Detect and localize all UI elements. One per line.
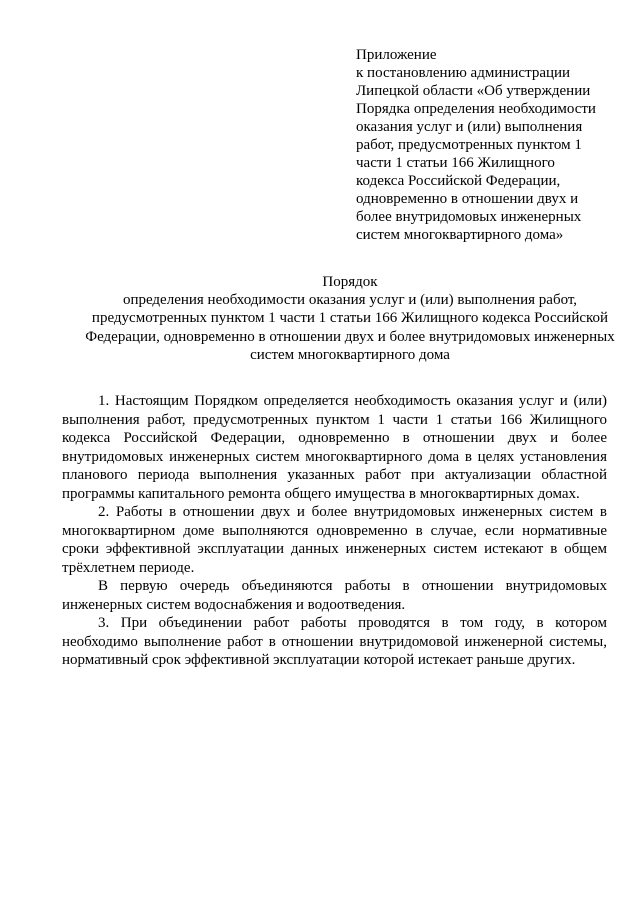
appendix-line: более внутридомовых инженерных (356, 209, 582, 225)
appendix-line: части 1 статьи 166 Жилищного (356, 155, 555, 171)
appendix-line: Липецкой области «Об утверждении (356, 83, 591, 99)
paragraph-1: 1. Настоящим Порядком определяется необходимость оказания услуг и (или) выполнения работ, предусмотренных пунктом 1 части 1 статьи 166 Жилищного кодекса Российской Федерации, одновременно в отношении двух и более внутридомовых инженерных систем многоквартирного дома в целях установления планового периода выполнения указанных работ при актуализации областной программы капитального ремонта общего имущества в многоквартирных домах. (62, 393, 607, 502)
appendix-header (356, 46, 626, 244)
title-subtitle-line: систем многоквартирного дома (250, 346, 450, 363)
paragraph-3: 3. При объединении работ работы проводятся в том году, в котором необходимо выполнение работ в отношении внутридомовой инженерной системы, нормативный срок эффективной эксплуатации которой истекает раньше других. (62, 615, 607, 668)
appendix-line: Приложение (356, 47, 437, 63)
appendix-line: работ, предусмотренных пунктом 1 (356, 137, 582, 153)
appendix-line: оказания услуг и (или) выполнения (356, 119, 583, 135)
document-body (62, 392, 607, 670)
paragraph-2-note: В первую очередь объединяются работы в отношении внутридомовых инженерных систем водоснабжения и водоотведения. (62, 578, 607, 613)
title-subtitle-line: Федерации, одновременно в отношении двух и более внутридомовых инженерных (85, 328, 615, 345)
title-subtitle-line: определения необходимости оказания услуг и (или) выполнения работ, (122, 292, 578, 309)
appendix-line: систем многоквартирного дома» (356, 227, 564, 243)
title-heading: Порядок (322, 274, 378, 290)
appendix-line: Порядка определения необходимости (356, 101, 596, 117)
title-subtitle-line: предусмотренных пунктом 1 части 1 статьи 166 Жилищного кодекса Российской (91, 310, 609, 327)
paragraph-2: 2. Работы в отношении двух и более внутридомовых инженерных систем в многоквартирном доме выполняются одновременно в случае, если нормативные сроки эффективной эксплуатации данных инженерных систем истекают в общем трёхлетнем периоде. (62, 504, 607, 576)
appendix-line: одновременно в отношении двух и (356, 191, 579, 207)
appendix-line: кодекса Российской Федерации, (356, 173, 561, 189)
document-title (30, 273, 640, 364)
appendix-line: к постановлению администрации (356, 65, 571, 81)
